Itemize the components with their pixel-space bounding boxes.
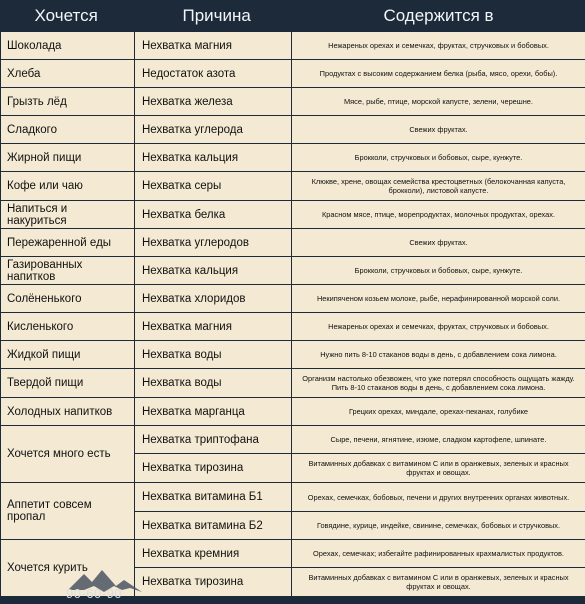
- cause-cell: Нехватка кальция: [135, 144, 292, 172]
- cause-cell: Нехватка тирозина: [135, 454, 292, 483]
- header-source: Содержится в: [292, 0, 585, 32]
- cause-cell: Нехватка марганца: [135, 398, 292, 426]
- want-cell: Напиться и накуриться: [1, 201, 135, 229]
- table-row: [1, 369, 585, 398]
- want-cell: Хочется курить: [1, 540, 135, 597]
- want-cell: Холодных напитков: [1, 398, 135, 426]
- cause-cell: Нехватка белка: [135, 201, 292, 229]
- source-cell: Нежареных орехах и семечках, фруктах, стручковых и бобовых.: [292, 32, 585, 60]
- cause-cell: Нехватка железа: [135, 88, 292, 116]
- source-cell: Сыре, печени, ягнятине, изюме, сладком картофеле, шпинате.: [292, 426, 585, 454]
- table-row: [1, 88, 585, 116]
- cause-cell: Нехватка витамина Б1: [135, 483, 292, 512]
- want-cell: Хочется много есть: [1, 426, 135, 483]
- source-cell: Витаминных добавках с витамином С или в оранжевых, зеленых и красных фруктах и овощах.: [292, 568, 585, 597]
- table-row: [1, 229, 585, 257]
- source-cell: Свежих фруктах.: [292, 116, 585, 144]
- table-row: [1, 172, 585, 201]
- cause-cell: Нехватка воды: [135, 341, 292, 369]
- cause-cell: Недостаток азота: [135, 60, 292, 88]
- source-cell: Нежареных орехах и семечках, фруктах, стручковых и бобовых.: [292, 313, 585, 341]
- want-cell: Солёненького: [1, 285, 135, 313]
- table-row: [1, 540, 585, 568]
- want-cell: Пережаренной еды: [1, 229, 135, 257]
- source-cell: Свежих фруктах.: [292, 229, 585, 257]
- source-cell: Мясе, рыбе, птице, морской капусте, зелени, черешне.: [292, 88, 585, 116]
- cause-cell: Нехватка воды: [135, 369, 292, 398]
- want-cell: Грызть лёд: [1, 88, 135, 116]
- source-cell: Говядине, курице, индейке, свинине, семечках, бобовых и стручковых.: [292, 512, 585, 540]
- cause-cell: Нехватка углеродов: [135, 229, 292, 257]
- source-cell: Грецких орехах, миндале, орехах-пеканах, голубике: [292, 398, 585, 426]
- source-cell: Организм настолько обезвожен, что уже потерял способность ощущать жажду. Пить 8-10 стаканов воды в день, с добавлением сока лимона.: [292, 369, 585, 398]
- table-row: [1, 201, 585, 229]
- want-cell: Аппетит совсем пропал: [1, 483, 135, 540]
- cause-cell: Нехватка углерода: [135, 116, 292, 144]
- cause-cell: Нехватка магния: [135, 313, 292, 341]
- want-cell: Жидкой пищи: [1, 341, 135, 369]
- source-cell: Орехах, семечках, бобовых, печени и других внутренних органах животных.: [292, 483, 585, 512]
- table-row: [1, 483, 585, 512]
- cause-cell: Нехватка магния: [135, 32, 292, 60]
- table-row: [1, 257, 585, 285]
- cause-cell: Нехватка кальция: [135, 257, 292, 285]
- source-cell: Продуктах с высоким содержанием белка (рыба, мясо, орехи, бобы).: [292, 60, 585, 88]
- source-cell: Орехах, семечках; избегайте рафинированных крахмалистых продуктов.: [292, 540, 585, 568]
- want-cell: Газированных напитков: [1, 257, 135, 285]
- source-cell: Нужно пить 8-10 стаканов воды в день, с добавлением сока лимона.: [292, 341, 585, 369]
- header-want: Хочется: [1, 0, 135, 32]
- table-row: [1, 60, 585, 88]
- source-cell: Клюкве, хрене, овощах семейства крестоцветных (белокочанная капуста, брокколи), листовой капусте.: [292, 172, 585, 201]
- table-row: [1, 313, 585, 341]
- source-cell: Красном мясе, птице, морепродуктах, молочных продуктах, орехах.: [292, 201, 585, 229]
- table-row: [1, 341, 585, 369]
- table-row: [1, 398, 585, 426]
- cause-cell: Нехватка триптофана: [135, 426, 292, 454]
- table-row: [1, 144, 585, 172]
- cause-cell: Нехватка витамина Б2: [135, 512, 292, 540]
- table-row: [1, 116, 585, 144]
- cause-cell: Нехватка серы: [135, 172, 292, 201]
- table-row: [1, 32, 585, 60]
- want-cell: Сладкого: [1, 116, 135, 144]
- source-cell: Брокколи, стручковых и бобовых, сыре, кунжуте.: [292, 257, 585, 285]
- header-cause: Причина: [135, 0, 292, 32]
- source-cell: Брокколи, стручковых и бобовых, сыре, кунжуте.: [292, 144, 585, 172]
- source-cell: Витаминных добавках с витамином С или в оранжевых, зеленых и красных фруктах и овощах.: [292, 454, 585, 483]
- cause-cell: Нехватка тирозина: [135, 568, 292, 597]
- table-row: [1, 285, 585, 313]
- want-cell: Кофе или чаю: [1, 172, 135, 201]
- want-cell: Твердой пищи: [1, 369, 135, 398]
- table-row: [1, 426, 585, 454]
- source-cell: Некипяченом козьем молоке, рыбе, нерафинированной морской соли.: [292, 285, 585, 313]
- want-cell: Жирной пищи: [1, 144, 135, 172]
- want-cell: Хлеба: [1, 60, 135, 88]
- cause-cell: Нехватка хлоридов: [135, 285, 292, 313]
- cause-cell: Нехватка кремния: [135, 540, 292, 568]
- want-cell: Кисленького: [1, 313, 135, 341]
- watermark-text: 90-60-90: [66, 586, 123, 601]
- want-cell: Шоколада: [1, 32, 135, 60]
